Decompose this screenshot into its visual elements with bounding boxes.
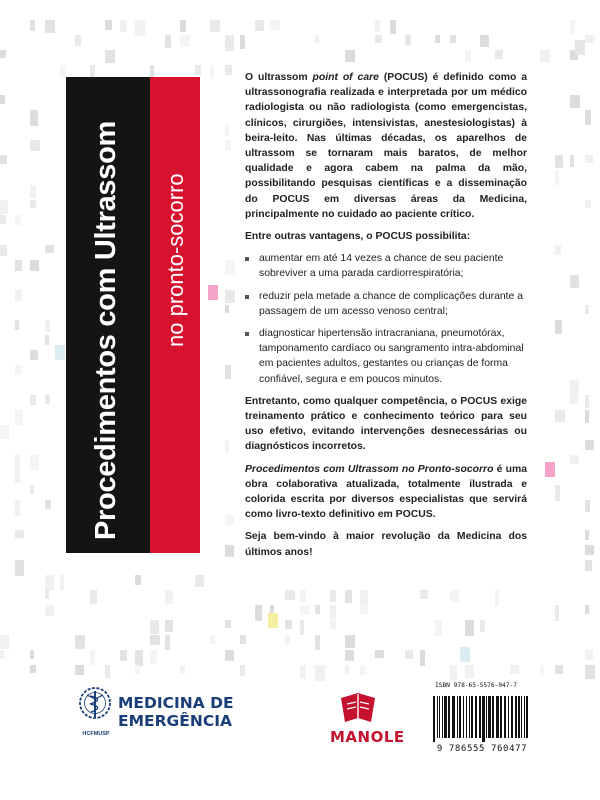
pattern-square <box>225 365 231 379</box>
pattern-square <box>300 620 304 635</box>
pattern-square <box>135 650 143 666</box>
pattern-square <box>480 620 485 632</box>
pattern-square <box>15 290 22 301</box>
pattern-square <box>555 320 562 334</box>
pattern-square <box>225 290 235 303</box>
pattern-square <box>135 665 140 674</box>
pattern-square <box>270 20 280 30</box>
list-item: diagnosticar hipertensão intracraniana, pneumotórax, tamponamento cardíaco ou sangramento intra-abdominal em pacientes adultos, gestantes ou crianças de forma confiável, segura e em poucos minutos. <box>245 326 527 387</box>
pattern-square <box>330 605 336 619</box>
pattern-square <box>225 35 234 51</box>
pattern-square <box>30 185 36 198</box>
pattern-square <box>90 65 95 77</box>
series-logo <box>118 694 234 730</box>
pattern-square <box>60 65 66 76</box>
closing-paragraph: Seja bem-vindo à maior revolução da Medicina dos últimos anos! <box>245 531 527 558</box>
pattern-square <box>285 620 292 629</box>
barcode-bar <box>508 696 509 738</box>
pattern-square <box>225 620 231 628</box>
pattern-square <box>510 665 519 674</box>
pattern-square <box>210 65 214 79</box>
back-cover-text <box>245 70 527 567</box>
pattern-square <box>405 35 411 45</box>
pattern-square <box>0 245 7 256</box>
pattern-square <box>45 590 49 599</box>
pattern-square <box>30 395 36 405</box>
book-paragraph: Procedimentos com Ultrassom no Pronto-socorro é uma obra colaborativa atualizada, totalmente ilustrada e colorida escrita por diversos especialistas que servirá como livro-texto definitivo em POCUS. <box>245 463 527 521</box>
pattern-square <box>75 35 81 46</box>
barcode <box>430 694 534 742</box>
barcode-bar <box>442 696 443 738</box>
pattern-square <box>375 20 380 32</box>
pattern-square-accent <box>208 285 218 300</box>
pattern-square <box>450 665 457 680</box>
list-item: aumentar em até 14 vezes a chance de seu paciente sobreviver a uma parada cardiorrespiratória; <box>245 251 527 281</box>
pattern-square <box>15 320 19 330</box>
pattern-square <box>15 560 24 576</box>
book-title: Procedimentos com Ultrassom <box>90 121 122 540</box>
pattern-square <box>315 605 320 614</box>
pattern-square <box>30 110 38 126</box>
pattern-square-accent <box>55 345 65 360</box>
pattern-square <box>585 650 593 660</box>
pattern-square <box>105 665 110 678</box>
pattern-square <box>240 635 246 644</box>
pattern-square <box>30 20 35 31</box>
pattern-square <box>555 245 561 255</box>
pattern-square <box>495 50 503 59</box>
pattern-square <box>30 200 36 208</box>
pattern-square <box>0 425 9 439</box>
barcode-bar <box>479 696 481 738</box>
pattern-square <box>480 35 489 47</box>
pattern-square <box>585 605 589 614</box>
pattern-square <box>30 260 39 271</box>
pattern-square <box>450 35 456 43</box>
pattern-square <box>180 35 190 47</box>
pattern-square <box>45 605 54 616</box>
pattern-square <box>240 665 245 676</box>
pattern-square <box>330 590 336 602</box>
pattern-square <box>495 590 499 606</box>
pattern-square <box>585 410 589 423</box>
pattern-square <box>375 650 384 658</box>
pattern-square <box>555 485 560 501</box>
pattern-square <box>450 590 459 602</box>
pattern-square <box>165 635 170 650</box>
barcode-bar <box>469 696 470 738</box>
pattern-square <box>585 560 592 571</box>
pattern-square <box>75 665 84 675</box>
publisher-name: MANOLE <box>330 728 405 746</box>
barcode-bar <box>475 696 477 738</box>
pattern-square <box>225 65 232 75</box>
barcode-bar <box>471 696 473 738</box>
pattern-square <box>0 50 6 58</box>
pattern-square <box>285 590 295 600</box>
pattern-square <box>225 125 229 136</box>
pattern-square <box>360 590 368 606</box>
pattern-square <box>30 650 34 659</box>
series-caption: HCFMUSP <box>82 731 110 737</box>
pattern-square <box>555 605 559 621</box>
pattern-square <box>585 155 593 163</box>
barcode-bars <box>430 694 534 742</box>
pattern-square <box>585 110 591 125</box>
pattern-square <box>540 50 550 62</box>
pattern-square <box>225 140 231 151</box>
pattern-square <box>45 320 50 332</box>
manole-book-icon <box>336 690 380 726</box>
pattern-square <box>585 665 595 679</box>
pattern-square <box>45 335 49 345</box>
pattern-square <box>195 575 204 587</box>
pattern-square <box>345 635 355 648</box>
pattern-square <box>540 665 544 675</box>
pattern-square <box>150 635 160 645</box>
pattern-square <box>15 500 20 516</box>
pattern-square <box>0 635 9 649</box>
pattern-square <box>45 245 54 253</box>
pattern-square <box>0 200 8 214</box>
pattern-square <box>225 260 235 275</box>
pattern-square <box>210 635 215 644</box>
pattern-square <box>225 650 234 661</box>
pattern-square <box>585 200 591 208</box>
pattern-square <box>570 380 579 396</box>
pattern-square <box>0 95 5 104</box>
pattern-square <box>15 470 20 483</box>
pattern-square <box>30 665 36 673</box>
advantages-intro: Entre outras vantagens, o POCUS possibilita: <box>245 231 471 243</box>
pattern-square <box>135 20 145 36</box>
pattern-square <box>180 20 186 32</box>
pattern-square <box>570 155 574 167</box>
training-paragraph: Entretanto, como qualquer competência, o POCUS exige treinamento prático e conhecimento teórico para seu uso efetivo, evitando intervenções desnecessárias ou diagnósticos incorretos. <box>245 395 527 453</box>
pattern-square <box>585 395 589 408</box>
pattern-square <box>465 50 471 62</box>
barcode-bar <box>482 696 485 742</box>
pattern-square <box>570 95 580 108</box>
pattern-square <box>15 260 22 271</box>
series-line-1: MEDICINA DE <box>118 694 234 712</box>
barcode-bar <box>515 696 517 738</box>
pattern-square <box>435 35 440 43</box>
pattern-square <box>555 170 559 185</box>
pattern-square <box>45 575 54 591</box>
isbn-label: ISBN 978-65-5576-047-7 <box>435 682 517 689</box>
pattern-square <box>300 605 310 615</box>
pattern-square <box>315 665 325 681</box>
pattern-square <box>45 395 50 404</box>
pattern-square <box>0 215 6 224</box>
pattern-square <box>375 35 382 43</box>
pattern-square <box>555 665 563 674</box>
pattern-square <box>570 275 579 288</box>
barcode-bar <box>448 696 450 738</box>
pattern-square <box>105 50 115 63</box>
pattern-square <box>90 590 97 604</box>
pattern-square <box>120 650 127 661</box>
barcode-bar <box>444 696 447 738</box>
barcode-digits: 9 786555 760477 <box>436 744 528 754</box>
pattern-square <box>15 365 21 375</box>
pattern-square <box>345 590 352 603</box>
pattern-square <box>585 545 594 555</box>
barcode-bar <box>518 696 520 738</box>
list-item: reduzir pela metade a chance de complicações durante a passagem de um acesso venoso central; <box>245 289 527 319</box>
pattern-square <box>585 500 590 512</box>
barcode-bar <box>439 696 440 738</box>
pattern-square <box>120 20 127 32</box>
pattern-square <box>195 65 201 75</box>
pattern-square <box>570 455 579 464</box>
pattern-square <box>150 620 159 634</box>
pattern-square <box>345 650 354 661</box>
barcode-bar <box>500 696 502 738</box>
barcode-bar <box>459 696 461 738</box>
pattern-square <box>165 620 173 632</box>
pattern-square <box>465 620 474 636</box>
pattern-square <box>360 665 365 675</box>
barcode-bar <box>521 696 522 738</box>
barcode-bar <box>437 696 438 738</box>
pattern-square <box>30 455 39 470</box>
pattern-square <box>405 650 413 659</box>
pattern-square <box>30 485 34 494</box>
pattern-square <box>585 35 595 43</box>
pattern-square <box>15 455 20 470</box>
pattern-square <box>300 590 306 602</box>
pattern-square <box>285 635 290 644</box>
pattern-square <box>465 665 474 678</box>
pattern-square <box>60 575 64 590</box>
pattern-square <box>555 410 565 422</box>
pattern-square <box>240 35 245 49</box>
pattern-square <box>390 20 396 34</box>
barcode-bar <box>486 696 487 738</box>
pattern-square <box>135 575 141 585</box>
pattern-square <box>30 140 40 151</box>
pattern-square <box>15 530 24 538</box>
pattern-square <box>225 545 234 557</box>
pattern-square <box>180 665 185 673</box>
pattern-square <box>570 395 578 404</box>
pattern-square <box>420 590 428 599</box>
pattern-square <box>45 500 51 509</box>
pattern-square <box>225 515 234 525</box>
pattern-square <box>255 605 262 621</box>
advantages-list <box>245 251 527 387</box>
barcode-bar <box>466 696 467 738</box>
barcode-bar <box>433 696 435 742</box>
pattern-square <box>315 635 320 650</box>
pattern-square <box>300 665 306 679</box>
barcode-bar <box>488 696 491 738</box>
pattern-square <box>555 155 563 168</box>
pattern-square <box>360 605 368 614</box>
pattern-square <box>165 590 173 604</box>
pattern-square <box>420 650 425 666</box>
series-line-2: EMERGÊNCIA <box>118 712 232 730</box>
pattern-square-accent <box>460 647 470 662</box>
pattern-square <box>0 650 4 659</box>
barcode-bar <box>524 696 525 738</box>
pattern-square <box>345 665 349 674</box>
barcode-bar <box>496 696 499 738</box>
pattern-square <box>585 305 589 314</box>
pattern-square <box>225 440 229 453</box>
barcode-bar <box>452 696 455 738</box>
pattern-square <box>315 35 319 43</box>
pattern-square <box>210 20 220 32</box>
pattern-square <box>570 20 575 34</box>
pattern-square <box>15 410 23 425</box>
pattern-square <box>585 440 594 450</box>
pattern-square-accent <box>268 613 278 628</box>
pattern-square <box>45 20 55 33</box>
barcode-bar <box>504 696 506 738</box>
pattern-square-accent <box>545 462 555 477</box>
pattern-square <box>330 620 336 629</box>
pattern-square <box>165 35 171 48</box>
pattern-square <box>105 20 112 30</box>
caduceus-emblem-icon <box>78 686 112 726</box>
book-subtitle: no pronto-socorro <box>163 173 188 347</box>
barcode-bar <box>511 696 513 738</box>
pattern-square <box>435 620 442 636</box>
barcode-bar <box>492 696 494 738</box>
barcode-bar <box>463 696 464 738</box>
pattern-square <box>15 215 21 225</box>
pattern-square <box>90 650 95 665</box>
barcode-bar <box>457 696 458 738</box>
pattern-square <box>255 20 264 31</box>
pattern-square <box>585 530 589 540</box>
pattern-square <box>0 155 7 164</box>
pattern-square <box>345 50 355 62</box>
intro-paragraph: O ultrassom point of care (POCUS) é definido como a ultrassonografia realizada e interpretada por um médico radiologista ou não radiologista (como emergencistas, clínicos, cirurgiões, intensivistas, anestesiologistas) à beira-leito. Nas últimas décadas, os aparelhos de ultrassom se tornaram mais baratos, de melhor qualidade e agora cabem na palma da mão, possibilitando pesquisas científicas e a disseminação do POCUS em diversas áreas da Medicina, principalmente no cuidado ao paciente crítico. <box>245 72 527 220</box>
pattern-square-accent <box>575 40 585 55</box>
pattern-square <box>225 305 229 313</box>
pattern-square <box>75 635 85 649</box>
pattern-square <box>150 650 157 664</box>
pattern-square <box>30 350 38 360</box>
barcode-bar <box>526 696 528 738</box>
